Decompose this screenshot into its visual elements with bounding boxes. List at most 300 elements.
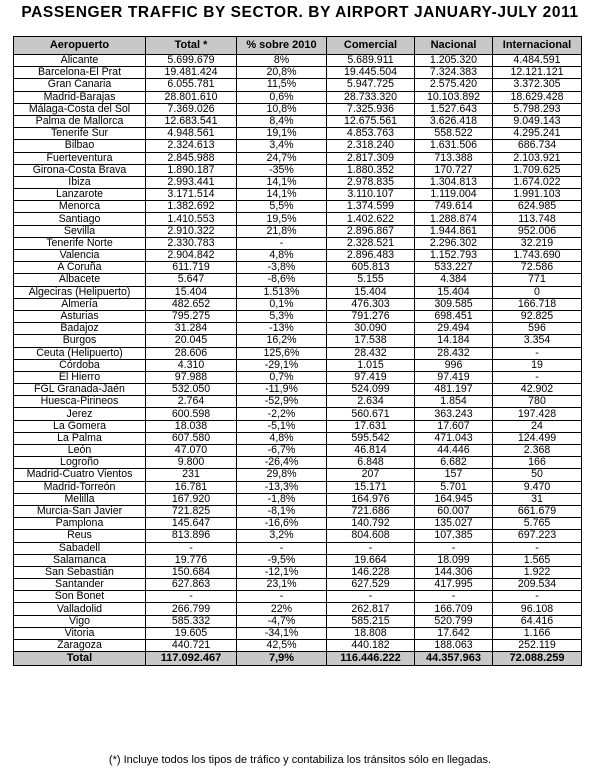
table-cell: 3.110.107 xyxy=(327,189,415,201)
table-cell: 2.910.322 xyxy=(146,225,237,237)
table-cell: 9.049.143 xyxy=(493,115,582,127)
table-cell: -13,3% xyxy=(237,481,327,493)
table-cell: 2.896.867 xyxy=(327,225,415,237)
table-cell: 771 xyxy=(493,274,582,286)
table-cell: 1.152.793 xyxy=(415,250,493,262)
table-cell: 28.432 xyxy=(327,347,415,359)
airport-name-cell: Valencia xyxy=(14,250,146,262)
table-cell: 92.825 xyxy=(493,310,582,322)
table-cell: 2.896.483 xyxy=(327,250,415,262)
table-cell: 4.484.591 xyxy=(493,55,582,67)
table-cell: 15.404 xyxy=(327,286,415,298)
table-cell: 2.575.420 xyxy=(415,79,493,91)
table-cell: 996 xyxy=(415,359,493,371)
table-cell: 19.481.424 xyxy=(146,67,237,79)
table-row xyxy=(14,298,582,310)
total-cell: 116.446.222 xyxy=(327,652,415,666)
table-row xyxy=(14,225,582,237)
table-cell: 17.607 xyxy=(415,420,493,432)
table-cell: 3.372.305 xyxy=(493,79,582,91)
table-cell: 146.228 xyxy=(327,566,415,578)
table-row xyxy=(14,115,582,127)
table-cell: 560.671 xyxy=(327,408,415,420)
airport-name-cell: Pamplona xyxy=(14,518,146,530)
table-row xyxy=(14,274,582,286)
table-cell: 15.404 xyxy=(415,286,493,298)
column-header-nacional: Nacional xyxy=(415,37,493,55)
table-cell: 12.675.561 xyxy=(327,115,415,127)
table-cell: 791.276 xyxy=(327,310,415,322)
table-cell: 42.902 xyxy=(493,384,582,396)
table-cell: 686.734 xyxy=(493,140,582,152)
table-cell: 1.890.187 xyxy=(146,164,237,176)
table-cell: 17.642 xyxy=(415,627,493,639)
table-cell: 607.580 xyxy=(146,432,237,444)
table-cell: 1.527.643 xyxy=(415,103,493,115)
table-cell: 1.709.625 xyxy=(493,164,582,176)
table-cell: 1.922 xyxy=(493,566,582,578)
table-cell: 600.598 xyxy=(146,408,237,420)
table-row xyxy=(14,140,582,152)
table-cell: 585.332 xyxy=(146,615,237,627)
table-cell: 2.904.842 xyxy=(146,250,237,262)
table-cell: 5.947.725 xyxy=(327,79,415,91)
table-cell: 1.631.506 xyxy=(415,140,493,152)
table-cell: 440.182 xyxy=(327,640,415,652)
table-cell: -4,7% xyxy=(237,615,327,627)
table-cell: 532.050 xyxy=(146,384,237,396)
table-row xyxy=(14,530,582,542)
table-cell: 5.765 xyxy=(493,518,582,530)
table-cell: 29,8% xyxy=(237,469,327,481)
table-cell: 1.880.352 xyxy=(327,164,415,176)
table-cell: - xyxy=(415,542,493,554)
airport-name-cell: Lanzarote xyxy=(14,189,146,201)
table-cell: 1.288.874 xyxy=(415,213,493,225)
table-cell: 0,6% xyxy=(237,91,327,103)
traffic-table xyxy=(13,36,582,666)
table-cell: - xyxy=(493,371,582,383)
table-row xyxy=(14,603,582,615)
table-cell: 1.674.022 xyxy=(493,176,582,188)
table-cell: 17.631 xyxy=(327,420,415,432)
table-cell: - xyxy=(493,591,582,603)
table-cell: - xyxy=(146,542,237,554)
table-cell: 661.679 xyxy=(493,505,582,517)
airport-name-cell: La Palma xyxy=(14,432,146,444)
table-cell: -29,1% xyxy=(237,359,327,371)
table-row xyxy=(14,213,582,225)
table-cell: 476.303 xyxy=(327,298,415,310)
table-cell: 64.416 xyxy=(493,615,582,627)
table-row xyxy=(14,250,582,262)
table-cell: 4,8% xyxy=(237,432,327,444)
table-row xyxy=(14,505,582,517)
table-cell: - xyxy=(493,347,582,359)
table-cell: 3,2% xyxy=(237,530,327,542)
airport-name-cell: Ceuta (Helipuerto) xyxy=(14,347,146,359)
table-cell: 10.103.892 xyxy=(415,91,493,103)
column-header-comercial: Comercial xyxy=(327,37,415,55)
airport-name-cell: Logroño xyxy=(14,457,146,469)
airport-name-cell: Santiago xyxy=(14,213,146,225)
table-cell: 166 xyxy=(493,457,582,469)
table-cell: 266.799 xyxy=(146,603,237,615)
table-cell: 28.801.610 xyxy=(146,91,237,103)
table-cell: 6.682 xyxy=(415,457,493,469)
table-row xyxy=(14,237,582,249)
table-cell: 533.227 xyxy=(415,262,493,274)
table-cell: 19.605 xyxy=(146,627,237,639)
table-cell: 32.219 xyxy=(493,237,582,249)
table-cell: -6,7% xyxy=(237,445,327,457)
table-cell: -26,4% xyxy=(237,457,327,469)
table-cell: 18.099 xyxy=(415,554,493,566)
table-cell: 164.976 xyxy=(327,493,415,505)
table-row xyxy=(14,408,582,420)
table-cell: 3.354 xyxy=(493,335,582,347)
table-row xyxy=(14,128,582,140)
table-row xyxy=(14,189,582,201)
table-cell: 8% xyxy=(237,55,327,67)
table-cell: 2.368 xyxy=(493,445,582,457)
table-row xyxy=(14,457,582,469)
table-cell: 166.709 xyxy=(415,603,493,615)
airport-name-cell: La Gomera xyxy=(14,420,146,432)
table-cell: 1.854 xyxy=(415,396,493,408)
airport-name-cell: Menorca xyxy=(14,201,146,213)
table-cell: 1.166 xyxy=(493,627,582,639)
airport-name-cell: Alicante xyxy=(14,55,146,67)
table-row xyxy=(14,469,582,481)
total-row xyxy=(14,652,582,666)
table-cell: -2,2% xyxy=(237,408,327,420)
table-row xyxy=(14,262,582,274)
table-cell: -52,9% xyxy=(237,396,327,408)
table-cell: 14,1% xyxy=(237,176,327,188)
table-cell: 595.542 xyxy=(327,432,415,444)
table-cell: 804.608 xyxy=(327,530,415,542)
table-cell: 5.689.911 xyxy=(327,55,415,67)
table-cell: 4.384 xyxy=(415,274,493,286)
table-header-row xyxy=(14,37,582,55)
table-cell: 2.993.441 xyxy=(146,176,237,188)
table-cell: 596 xyxy=(493,323,582,335)
table-cell: 627.863 xyxy=(146,579,237,591)
airport-name-cell: San Sebastián xyxy=(14,566,146,578)
table-cell: 524.099 xyxy=(327,384,415,396)
airport-name-cell: Madrid-Torreón xyxy=(14,481,146,493)
table-cell: 2.324.613 xyxy=(146,140,237,152)
airport-name-cell: Madrid-Barajas xyxy=(14,91,146,103)
table-cell: 145.647 xyxy=(146,518,237,530)
table-row xyxy=(14,640,582,652)
table-cell: 31.284 xyxy=(146,323,237,335)
airport-name-cell: Girona-Costa Brava xyxy=(14,164,146,176)
table-cell: 4.853.763 xyxy=(327,128,415,140)
table-cell: 2.328.521 xyxy=(327,237,415,249)
column-header-aeropuerto: Aeropuerto xyxy=(14,37,146,55)
total-label: Total xyxy=(14,652,146,666)
table-row xyxy=(14,566,582,578)
airport-name-cell: Ibiza xyxy=(14,176,146,188)
table-cell: 0,7% xyxy=(237,371,327,383)
table-cell: 5,3% xyxy=(237,310,327,322)
table-cell: 2.318.240 xyxy=(327,140,415,152)
table-cell: - xyxy=(493,542,582,554)
table-row xyxy=(14,445,582,457)
table-row xyxy=(14,518,582,530)
airport-name-cell: Gran Canaria xyxy=(14,79,146,91)
table-cell: -8,1% xyxy=(237,505,327,517)
airport-name-cell: Barcelona-El Prat xyxy=(14,67,146,79)
airport-name-cell: Huesca-Pirineos xyxy=(14,396,146,408)
table-cell: - xyxy=(237,542,327,554)
table-cell: 31 xyxy=(493,493,582,505)
table-cell: 14.184 xyxy=(415,335,493,347)
table-row xyxy=(14,164,582,176)
table-cell: -8,6% xyxy=(237,274,327,286)
table-cell: 2.103.921 xyxy=(493,152,582,164)
table-cell: 2.845.988 xyxy=(146,152,237,164)
table-cell: 252.119 xyxy=(493,640,582,652)
table-row xyxy=(14,615,582,627)
table-cell: 19.445.504 xyxy=(327,67,415,79)
table-cell: 2.296.302 xyxy=(415,237,493,249)
table-row xyxy=(14,542,582,554)
table-cell: 20,8% xyxy=(237,67,327,79)
table-cell: 47.070 xyxy=(146,445,237,457)
table-cell: 22% xyxy=(237,603,327,615)
table-cell: 627.529 xyxy=(327,579,415,591)
table-cell: 24,7% xyxy=(237,152,327,164)
table-cell: -11,9% xyxy=(237,384,327,396)
table-cell: 97.419 xyxy=(415,371,493,383)
table-cell: 18.038 xyxy=(146,420,237,432)
table-cell: 698.451 xyxy=(415,310,493,322)
table-cell: 1.015 xyxy=(327,359,415,371)
table-cell: 7.369.026 xyxy=(146,103,237,115)
table-cell: 28.606 xyxy=(146,347,237,359)
table-cell: 780 xyxy=(493,396,582,408)
table-cell: -12,1% xyxy=(237,566,327,578)
table-cell: 10,8% xyxy=(237,103,327,115)
table-cell: 4.295.241 xyxy=(493,128,582,140)
table-body xyxy=(14,55,582,652)
table-cell: 207 xyxy=(327,469,415,481)
table-cell: 1.374.599 xyxy=(327,201,415,213)
table-cell: 12.683.541 xyxy=(146,115,237,127)
table-cell: - xyxy=(146,591,237,603)
table-cell: 5,5% xyxy=(237,201,327,213)
table-cell: 15.404 xyxy=(146,286,237,298)
table-cell: -9,5% xyxy=(237,554,327,566)
table-cell: 520.799 xyxy=(415,615,493,627)
table-cell: 1.565 xyxy=(493,554,582,566)
table-cell: 3.626.418 xyxy=(415,115,493,127)
table-row xyxy=(14,347,582,359)
table-cell: 107.385 xyxy=(415,530,493,542)
table-row xyxy=(14,201,582,213)
airport-name-cell: Bilbao xyxy=(14,140,146,152)
table-cell: 795.275 xyxy=(146,310,237,322)
table-cell: 749.614 xyxy=(415,201,493,213)
table-cell: 5.699.679 xyxy=(146,55,237,67)
airport-name-cell: Melilla xyxy=(14,493,146,505)
table-cell: 5.798.293 xyxy=(493,103,582,115)
table-cell: 721.686 xyxy=(327,505,415,517)
table-cell: 1.513% xyxy=(237,286,327,298)
table-cell: 611.719 xyxy=(146,262,237,274)
table-cell: 952.006 xyxy=(493,225,582,237)
table-cell: 5.701 xyxy=(415,481,493,493)
table-cell: - xyxy=(327,591,415,603)
table-cell: -5,1% xyxy=(237,420,327,432)
airport-name-cell: Badajoz xyxy=(14,323,146,335)
table-cell: 19.664 xyxy=(327,554,415,566)
table-cell: -16,6% xyxy=(237,518,327,530)
airport-name-cell: Jerez xyxy=(14,408,146,420)
table-cell: 1.991.103 xyxy=(493,189,582,201)
table-cell: 97.419 xyxy=(327,371,415,383)
table-row xyxy=(14,481,582,493)
table-row xyxy=(14,176,582,188)
table-cell: 18.808 xyxy=(327,627,415,639)
table-cell: 309.585 xyxy=(415,298,493,310)
table-cell: -34,1% xyxy=(237,627,327,639)
column-header-percent-2010: % sobre 2010 xyxy=(237,37,327,55)
airport-name-cell: Asturias xyxy=(14,310,146,322)
table-cell: 60.007 xyxy=(415,505,493,517)
table-cell: 42,5% xyxy=(237,640,327,652)
table-cell: 20.045 xyxy=(146,335,237,347)
table-row xyxy=(14,371,582,383)
table-cell: 3.171.514 xyxy=(146,189,237,201)
table-row xyxy=(14,323,582,335)
table-cell: 1.743.690 xyxy=(493,250,582,262)
table-cell: 1.205.320 xyxy=(415,55,493,67)
airport-name-cell: Burgos xyxy=(14,335,146,347)
table-cell: 585.215 xyxy=(327,615,415,627)
table-cell: 11,5% xyxy=(237,79,327,91)
column-header-internacional: Internacional xyxy=(493,37,582,55)
table-cell: 14,1% xyxy=(237,189,327,201)
table-cell: - xyxy=(327,542,415,554)
table-cell: 135.027 xyxy=(415,518,493,530)
table-cell: 417.995 xyxy=(415,579,493,591)
table-cell: 6.055.781 xyxy=(146,79,237,91)
airport-name-cell: Salamanca xyxy=(14,554,146,566)
airport-name-cell: Algeciras (Helipuerto) xyxy=(14,286,146,298)
airport-name-cell: Tenerife Sur xyxy=(14,128,146,140)
table-cell: 23,1% xyxy=(237,579,327,591)
table-row xyxy=(14,310,582,322)
table-cell: 262.817 xyxy=(327,603,415,615)
table-cell: 96.108 xyxy=(493,603,582,615)
table-cell: 471.043 xyxy=(415,432,493,444)
table-cell: 125,6% xyxy=(237,347,327,359)
table-cell: 15.171 xyxy=(327,481,415,493)
table-cell: 157 xyxy=(415,469,493,481)
table-cell: 9.800 xyxy=(146,457,237,469)
airport-name-cell: Sabadell xyxy=(14,542,146,554)
table-cell: 1.402.622 xyxy=(327,213,415,225)
table-cell: 231 xyxy=(146,469,237,481)
table-row xyxy=(14,67,582,79)
table-cell: 6.848 xyxy=(327,457,415,469)
airport-name-cell: Córdoba xyxy=(14,359,146,371)
table-cell: 113.748 xyxy=(493,213,582,225)
table-cell: 721.825 xyxy=(146,505,237,517)
table-cell: 1.382.692 xyxy=(146,201,237,213)
table-cell: 29.494 xyxy=(415,323,493,335)
table-cell: 813.896 xyxy=(146,530,237,542)
column-header-total: Total * xyxy=(146,37,237,55)
table-cell: 19,1% xyxy=(237,128,327,140)
table-row xyxy=(14,591,582,603)
airport-name-cell: Fuerteventura xyxy=(14,152,146,164)
airport-name-cell: Reus xyxy=(14,530,146,542)
table-cell: 5.647 xyxy=(146,274,237,286)
table-cell: 97.988 xyxy=(146,371,237,383)
table-cell: 4,8% xyxy=(237,250,327,262)
total-cell: 72.088.259 xyxy=(493,652,582,666)
airport-name-cell: Sevilla xyxy=(14,225,146,237)
table-cell: 124.499 xyxy=(493,432,582,444)
table-cell: 150.684 xyxy=(146,566,237,578)
table-cell: 170.727 xyxy=(415,164,493,176)
table-cell: 188.063 xyxy=(415,640,493,652)
table-cell: 0,1% xyxy=(237,298,327,310)
table-cell: - xyxy=(237,591,327,603)
table-cell: 167.920 xyxy=(146,493,237,505)
table-cell: 140.792 xyxy=(327,518,415,530)
table-cell: 8,4% xyxy=(237,115,327,127)
table-cell: 144.306 xyxy=(415,566,493,578)
table-row xyxy=(14,396,582,408)
table-row xyxy=(14,286,582,298)
table-cell: 209.534 xyxy=(493,579,582,591)
table-cell: 197.428 xyxy=(493,408,582,420)
table-cell: 605.813 xyxy=(327,262,415,274)
table-cell: - xyxy=(415,591,493,603)
table-cell: 713.388 xyxy=(415,152,493,164)
table-cell: 1.304.813 xyxy=(415,176,493,188)
table-cell: 28.432 xyxy=(415,347,493,359)
airport-name-cell: Murcia-San Javier xyxy=(14,505,146,517)
table-row xyxy=(14,91,582,103)
table-cell: 0 xyxy=(493,286,582,298)
table-row xyxy=(14,359,582,371)
total-cell: 7,9% xyxy=(237,652,327,666)
table-cell: -1,8% xyxy=(237,493,327,505)
airport-name-cell: Zaragoza xyxy=(14,640,146,652)
airport-name-cell: A Coruña xyxy=(14,262,146,274)
airport-name-cell: Vigo xyxy=(14,615,146,627)
table-cell: 9.470 xyxy=(493,481,582,493)
table-cell: 3,4% xyxy=(237,140,327,152)
table-cell: 28.733.320 xyxy=(327,91,415,103)
airport-name-cell: Málaga-Costa del Sol xyxy=(14,103,146,115)
table-cell: 1.119.004 xyxy=(415,189,493,201)
table-cell: 697.223 xyxy=(493,530,582,542)
table-cell: 2.978.835 xyxy=(327,176,415,188)
table-cell: 166.718 xyxy=(493,298,582,310)
table-cell: 5.155 xyxy=(327,274,415,286)
table-cell: 481.197 xyxy=(415,384,493,396)
table-row xyxy=(14,554,582,566)
table-cell: 19.776 xyxy=(146,554,237,566)
